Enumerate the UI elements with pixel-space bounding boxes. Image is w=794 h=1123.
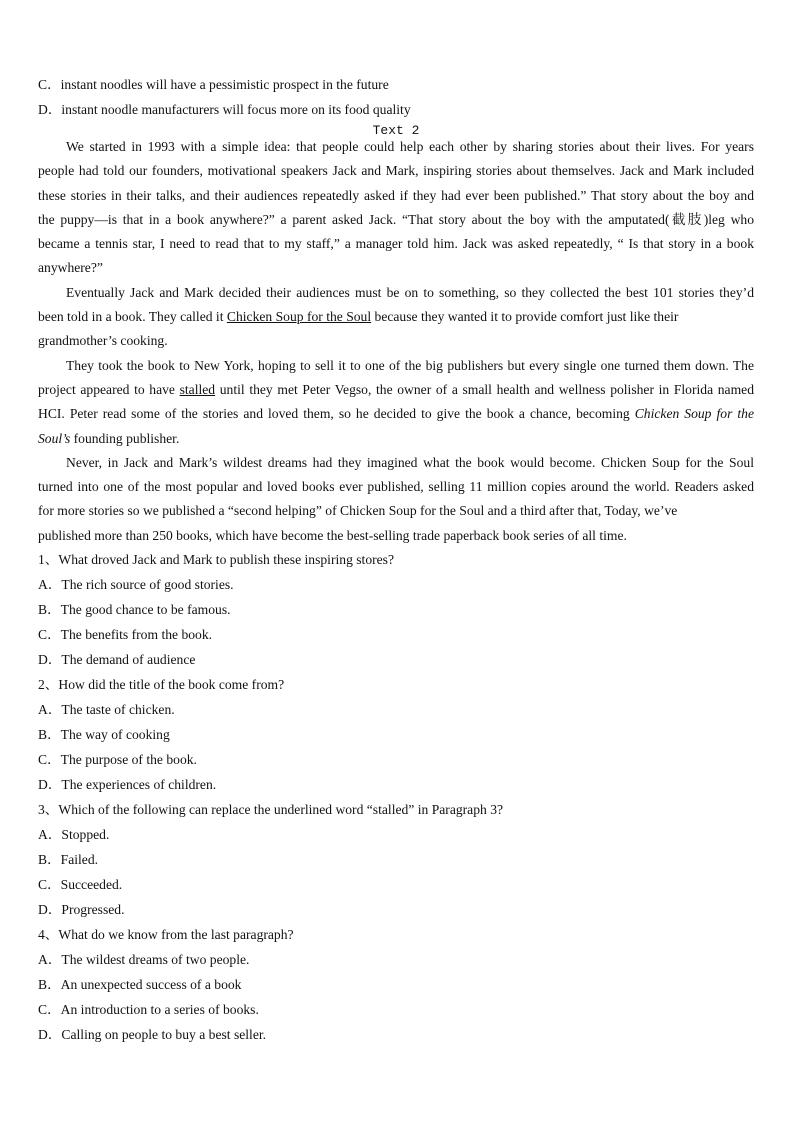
paragraph-line: [38, 501, 754, 525]
answer-option: D．The experiences of children.: [38, 777, 217, 793]
italic-text: Soul’s: [38, 430, 71, 446]
paragraph-line: [38, 258, 754, 282]
text-span: published more than 250 books, which have become the best-selling trade paperback book series of all time.: [38, 527, 627, 543]
answer-option: A．The wildest dreams of two people.: [38, 952, 250, 968]
document-page: [38, 75, 754, 1050]
answer-option: B．Failed.: [38, 852, 99, 868]
text-span: We started in 1993 with a simple idea: that people could help each other by sharing stories about their lives. For years: [66, 139, 754, 154]
answer-option: D．Calling on people to buy a best seller.: [38, 1027, 267, 1043]
paragraph-line: [38, 283, 754, 307]
answer-option: D．The demand of audience: [38, 652, 196, 668]
answer-option: C．The benefits from the book.: [38, 627, 213, 643]
answer-option: C．The purpose of the book.: [38, 752, 197, 768]
answer-option: B．An unexpected success of a book: [38, 977, 242, 993]
text-span: project appeared to have: [38, 381, 180, 397]
paragraph-line: [38, 356, 754, 380]
text-span: became a tennis star, I need to read that to my staff,” a manager told him. Jack was asked repeatedly, “ Is that story in a book: [38, 236, 754, 252]
paragraph-line: [38, 210, 754, 234]
questions: [38, 550, 754, 1050]
text-span: Eventually Jack and Mark decided their audiences must be on to something, so they collected the best 101 stories they’d: [66, 284, 754, 300]
passage: [38, 137, 754, 550]
paragraph-line: [38, 477, 754, 501]
paragraph-line: [38, 526, 754, 550]
underlined-text: stalled: [179, 381, 216, 397]
paragraph-line: [38, 161, 754, 185]
question: [38, 550, 754, 675]
paragraph-line: [38, 429, 754, 453]
question-stem: 4、What do we know from the last paragraph?: [38, 927, 294, 943]
answer-option: A．The taste of chicken.: [38, 702, 175, 718]
question-stem: 2、How did the title of the book come from?: [38, 677, 285, 693]
text-span: for more stories so we published a “second helping” of Chicken Soup for the Soul and a third after that, Today, we’ve: [38, 503, 678, 519]
paragraph-line: [38, 234, 754, 258]
question-stem: 3、Which of the following can replace the underlined word “stalled” in Paragraph 3?: [38, 802, 504, 818]
paragraph: [38, 356, 754, 453]
text-span: They took the book to New York, hoping to sell it to one of the big publishers but every single one turned them down. The: [66, 357, 754, 373]
paragraph: [38, 283, 754, 356]
text-span: the puppy—is that in a book anywhere?” a parent asked Jack. “That story about the boy with the amputated(截肢)leg who: [38, 211, 754, 227]
text-span: Never, in Jack and Mark’s wildest dreams had they imagined what the book would become. Chicken Soup for the Soul: [66, 454, 754, 470]
paragraph-line: [38, 453, 754, 477]
text-span: because they wanted it to provide comfort just like their: [371, 309, 679, 325]
question-stem: 1、What droved Jack and Mark to publish these inspiring stores?: [38, 552, 395, 568]
text-span: these stories in their talks, and their audiences repeatedly asked if they had ever been published.” That story about the boy and: [38, 187, 754, 203]
paragraph-line: [38, 380, 754, 404]
paragraph: [38, 137, 754, 283]
answer-option: D．Progressed.: [38, 902, 125, 918]
italic-text: Chicken Soup for the: [634, 406, 754, 422]
question: [38, 925, 754, 1050]
section-title: Text 2: [372, 123, 420, 138]
answer-option: C．An introduction to a series of books.: [38, 1002, 259, 1018]
answer-option: A．The rich source of good stories.: [38, 577, 234, 593]
text-span: founding publisher.: [70, 430, 180, 446]
answer-option: A．Stopped.: [38, 827, 110, 843]
underlined-text: Chicken Soup for the Soul: [226, 309, 372, 325]
paragraph-line: [38, 186, 754, 210]
answer-option: C．Succeeded.: [38, 877, 123, 893]
text-span: people had told our founders, motivational speakers Jack and Mark, inspiring stories about themselves. Jack and Mark included: [38, 163, 754, 179]
option-c: C．instant noodles will have a pessimistic prospect in the future: [38, 77, 389, 92]
text-span: anywhere?”: [38, 260, 103, 276]
answer-option: B．The way of cooking: [38, 727, 170, 743]
text-span: been told in a book. They called it: [38, 309, 227, 325]
answer-option: B．The good chance to be famous.: [38, 602, 231, 618]
question: [38, 800, 754, 925]
question: [38, 675, 754, 800]
paragraph-line: [38, 404, 754, 428]
text-span: grandmother’s cooking.: [38, 333, 168, 349]
text-span: until they met Peter Vegso, the owner of a small health and wellness polisher in Florida named: [215, 381, 754, 397]
paragraph: [38, 453, 754, 550]
text-span: turned into one of the most popular and loved books ever published, selling 11 million copies around the world. Readers asked: [38, 479, 754, 495]
text-span: HCI. Peter read some of the stories and loved them, so he decided to give the book a chance, becoming: [38, 406, 635, 422]
paragraph-line: [38, 331, 754, 355]
paragraph-line: [38, 307, 754, 331]
option-d: D．instant noodle manufacturers will focus more on its food quality: [38, 102, 411, 117]
paragraph-line: [38, 137, 754, 161]
previous-options: [38, 75, 754, 125]
